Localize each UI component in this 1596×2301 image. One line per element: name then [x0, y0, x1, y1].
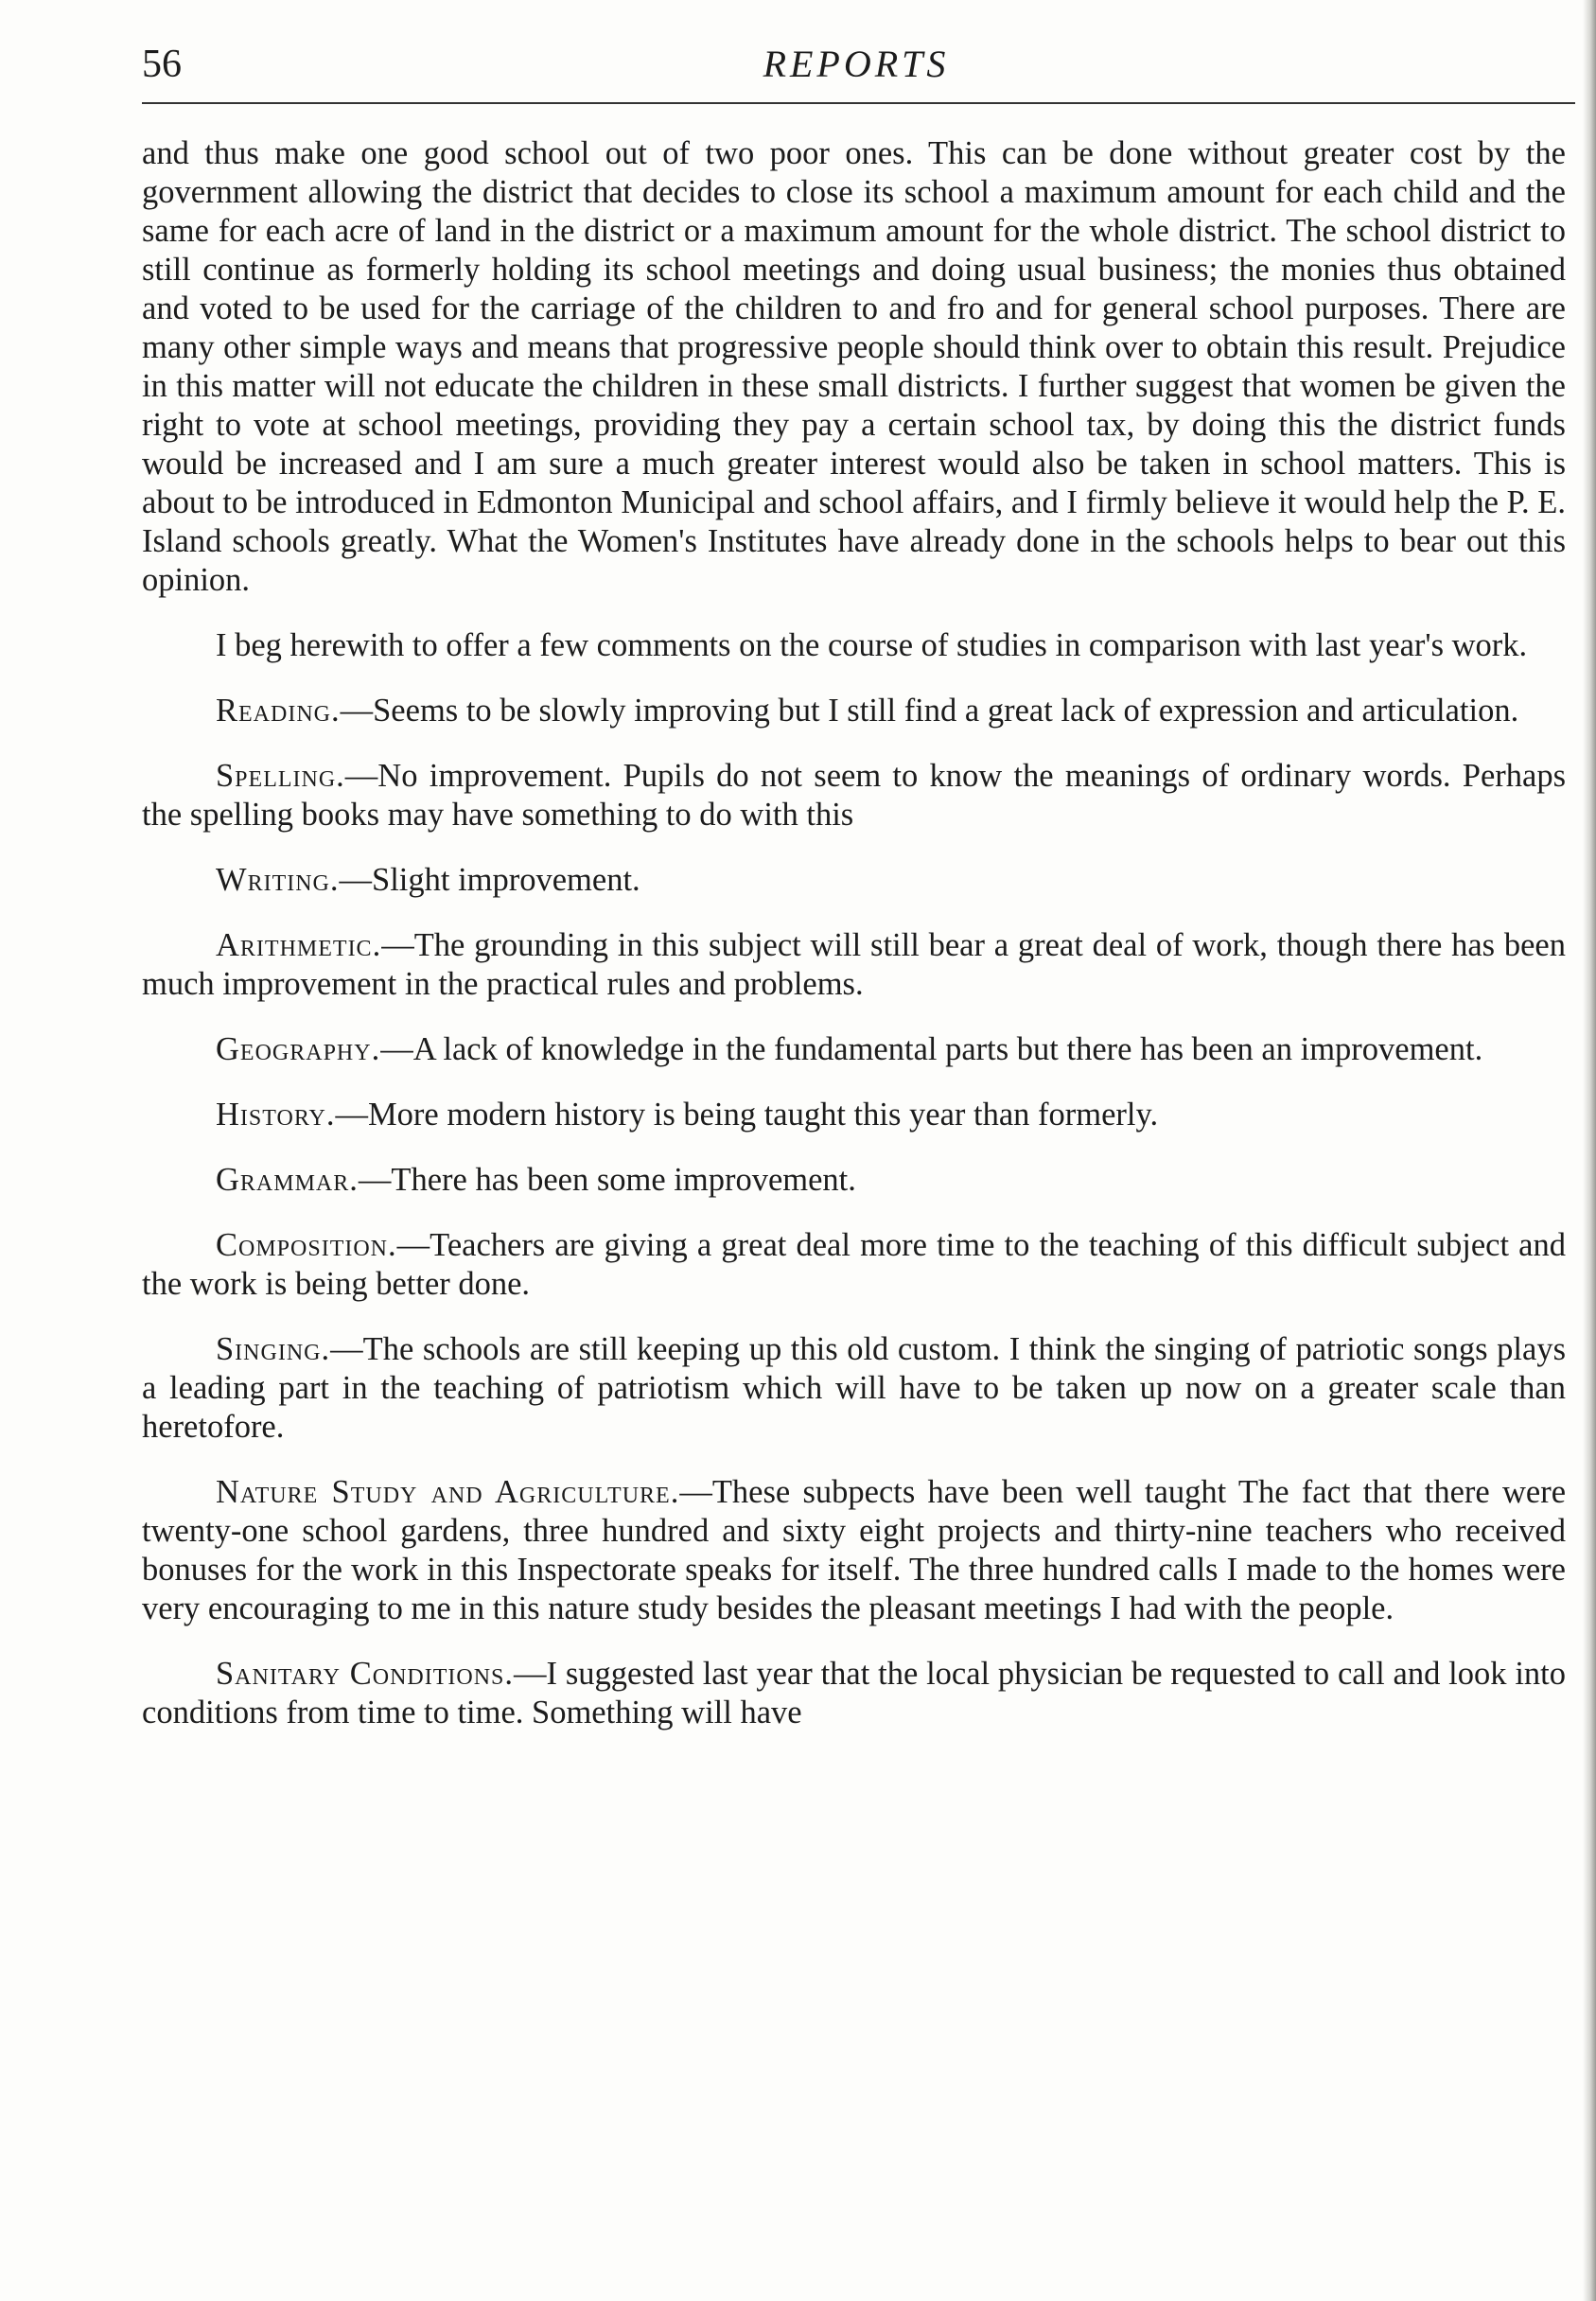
section-geography	[142, 1030, 1566, 1069]
paragraph-text: I beg herewith to offer a few comments on the course of studies in comparison with last year's work.	[216, 627, 1528, 663]
section-heading: Nature Study and Agriculture.	[216, 1474, 680, 1510]
section-heading: Sanitary Conditions.	[216, 1656, 515, 1692]
body-text	[142, 134, 1566, 1759]
section-reading	[142, 692, 1566, 730]
section-writing	[142, 861, 1566, 900]
section-heading: Composition.	[216, 1227, 397, 1263]
paragraph-continuation	[142, 134, 1566, 600]
section-text: —I suggested last year that the local physician be requested to call and look into conditions from time to time. Something will have	[142, 1656, 1566, 1730]
section-singing	[142, 1330, 1566, 1447]
section-text: —The schools are still keeping up this old custom. I think the singing of patriotic songs plays a leading part in the teaching of patriotism which will have to be taken up now on a greater scale than heretofore.	[142, 1331, 1566, 1445]
paragraph-text: and thus make one good school out of two poor ones. This can be done without greater cost by the government allowing the district that decides to close its school a maximum amount for each child and the same for each acre of land in the district or a maximum amount for the whole district. The school district to still continue as formerly holding its school meetings and doing usual business; the monies thus obtained and voted to be used for the carriage of the children to and fro and for general school purposes. There are many other simple ways and means that progressive people should think over to obtain this result. Prejudice in this matter will not educate the children in these small districts. I further suggest that women be given the right to vote at school meetings, providing they pay a certain school tax, by doing this the district funds would be increased and I am sure a much greater interest would also be taken in school matters. This is about to be introduced in Edmonton Municipal and school affairs, and I firmly believe it would help the P. E. Island schools greatly. What the Women's Institutes have already done in the schools helps to bear out this opinion.	[142, 135, 1566, 598]
section-history	[142, 1096, 1566, 1134]
scan-shadow-edge	[1583, 0, 1596, 2301]
section-text: —A lack of knowledge in the fundamental parts but there has been an improvement.	[380, 1031, 1483, 1067]
section-heading: Writing.	[216, 862, 340, 898]
page-number: 56	[142, 43, 182, 86]
section-text: —No improvement. Pupils do not seem to know the meanings of ordinary words. Perhaps the spelling books may have something to do with this	[142, 758, 1566, 833]
section-text: —Slight improvement.	[339, 862, 640, 898]
section-text: —More modern history is being taught this year than formerly.	[335, 1097, 1159, 1133]
section-text: —There has been some improvement.	[358, 1162, 856, 1198]
section-text: —The grounding in this subject will still bear a great deal of work, though there has been much improvement in the practical rules and problems.	[142, 927, 1566, 1002]
section-heading: Reading.	[216, 693, 341, 729]
section-grammar	[142, 1161, 1566, 1200]
section-composition	[142, 1226, 1566, 1304]
section-spelling	[142, 757, 1566, 834]
section-text: —Teachers are giving a great deal more time to the teaching of this difficult subject and the work is being better done.	[142, 1227, 1566, 1302]
header-rule	[142, 102, 1575, 104]
section-heading: History.	[216, 1097, 336, 1133]
section-heading: Spelling.	[216, 758, 345, 794]
section-heading: Arithmetic.	[216, 927, 382, 963]
section-heading: Geography.	[216, 1031, 381, 1067]
section-heading: Grammar.	[216, 1162, 359, 1198]
running-head: REPORTS	[763, 43, 950, 85]
section-text: —These subpects have been well taught The fact that there were twenty-one school gardens, three hundred and sixty eight projects and thirty-nine teachers who received bonuses for the work in this Inspectorate speaks for itself. The three hundred calls I made to the homes were very encouraging to me in this nature study besides the pleasant meetings I had with the people.	[142, 1474, 1567, 1626]
section-heading: Singing.	[216, 1331, 331, 1367]
page-header	[142, 36, 1570, 102]
section-sanitary-conditions	[142, 1655, 1566, 1732]
section-nature-study	[142, 1473, 1566, 1628]
section-text: —Seems to be slowly improving but I still find a great lack of expression and articulation.	[340, 693, 1519, 729]
paragraph-intro-comments	[142, 626, 1566, 665]
section-arithmetic	[142, 926, 1566, 1004]
